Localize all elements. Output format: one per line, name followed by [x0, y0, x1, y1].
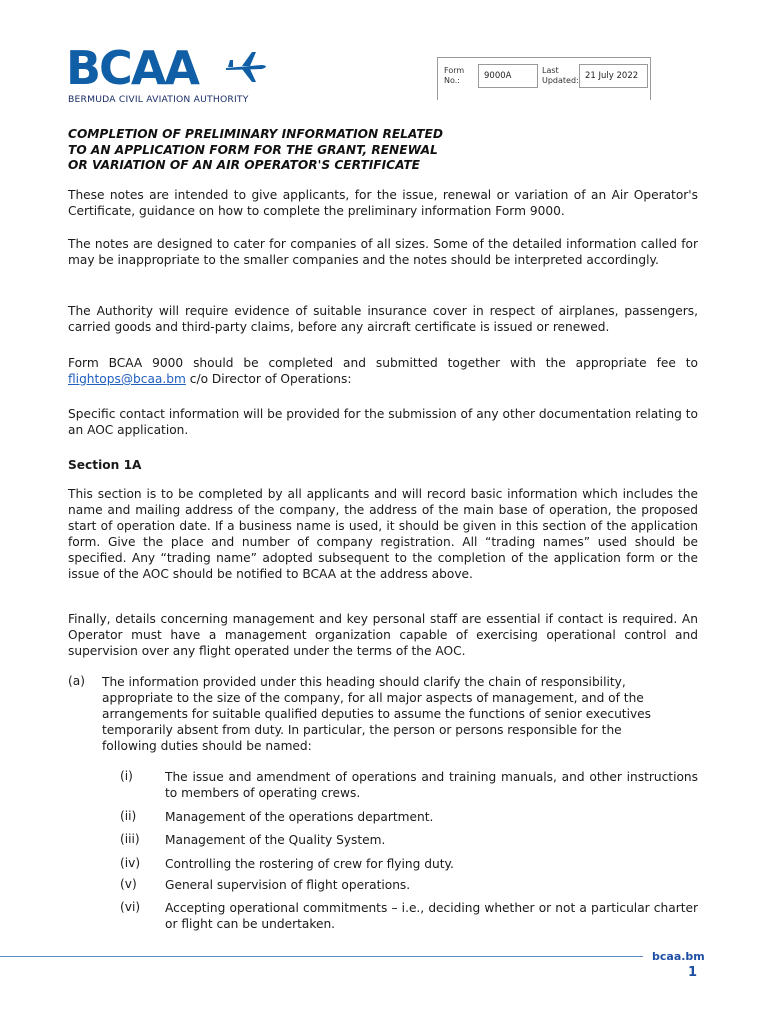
subitem-text: The issue and amendment of operations and training manuals, and other instructions to members of operating crews.: [165, 770, 698, 800]
submission-text: Form BCAA 9000 should be completed and submitted together with the appropriate fee to: [68, 356, 698, 370]
subitem-marker: (iv): [120, 856, 141, 870]
logo-subtitle: BERMUDA CIVIL AVIATION AUTHORITY: [68, 94, 249, 105]
paragraph-submission: [68, 356, 698, 388]
subitem-marker: (iii): [120, 832, 140, 846]
paragraph-section-1a: This section is to be completed by all applicants and will record basic information which includes the name and mailing address of the company, the address of the main base of operation, the proposed start of operation date. If a business name is used, it should be given in this section of the application form. Give the place and number of company registration. All “trading names” used should be specified. Any “trading name” adopted subsequent to the completion of the application form or the issue of the AOC should be notified to BCAA at the address above.: [68, 487, 698, 581]
section-heading: Section 1A: [68, 458, 142, 472]
paragraph-contact-info: Specific contact information will be provided for the submission of any other documentation relating to an AOC application.: [68, 407, 698, 437]
subitem-text: Management of the Quality System.: [165, 833, 386, 847]
subitem-text: General supervision of flight operations.: [165, 878, 411, 892]
title-line-1: COMPLETION OF PRELIMINARY INFORMATION RELATED: [68, 127, 443, 141]
form-number-value: 9000A: [478, 64, 538, 88]
item-a-marker: (a): [68, 674, 85, 688]
logo-wordmark: BCAA: [66, 41, 199, 95]
page-number: 1: [688, 965, 698, 980]
paragraph-management: Finally, details concerning management and key personal staff are essential if contact is required. An Operator must have a management organization capable of exercising operational control and supervision over any flight operated under the terms of the AOC.: [68, 612, 698, 658]
footer-url[interactable]: bcaa.bm: [652, 950, 705, 963]
paragraph-intro: These notes are intended to give applicants, for the issue, renewal or variation of an Air Operator's Certificate, guidance on how to complete the preliminary information Form 9000.: [68, 188, 698, 218]
form-info-box: [437, 57, 651, 100]
subitem-text: Accepting operational commitments – i.e., deciding whether or not a particular charter or flight can be undertaken.: [165, 901, 698, 931]
document-title: [68, 127, 443, 174]
paragraph-company-sizes: The notes are designed to cater for companies of all sizes. Some of the detailed information called for may be inappropriate to the smaller companies and the notes should be interpreted accordingly.: [68, 237, 698, 267]
paragraph-insurance: The Authority will require evidence of suitable insurance cover in respect of airplanes, passengers, carried goods and third-party claims, before any aircraft certificate is issued or renewed.: [68, 304, 698, 334]
title-line-3: OR VARIATION OF AN AIR OPERATOR'S CERTIFICATE: [68, 158, 420, 172]
subitem-marker: (ii): [120, 809, 137, 823]
subitem-marker: (v): [120, 877, 137, 891]
bcaa-logo: [66, 41, 271, 106]
title-line-2: TO AN APPLICATION FORM FOR THE GRANT, RENEWAL: [68, 142, 438, 157]
last-updated-label: Last Updated:: [542, 66, 579, 85]
subitem-marker: (vi): [120, 900, 141, 914]
subitem-text: Controlling the rostering of crew for flying duty.: [165, 857, 454, 871]
footer-divider: [0, 956, 643, 957]
last-updated-value: 21 July 2022: [579, 64, 648, 88]
subitem-text: Management of the operations department.: [165, 810, 434, 824]
subitem-marker: (i): [120, 769, 133, 783]
item-a-text: The information provided under this heading should clarify the chain of responsibility, appropriate to the size of the company, for all major aspects of management, and of the arrangements for suitable qualified deputies to assume the functions of senior executives temporarily absent from duty. In particular, the person or persons responsible for the following duties should be named:: [102, 675, 652, 753]
form-number-label: Form No.:: [444, 66, 465, 85]
email-link[interactable]: flightops@bcaa.bm: [68, 371, 186, 386]
airplane-icon: [224, 50, 270, 84]
submission-suffix: c/o Director of Operations:: [189, 371, 352, 386]
